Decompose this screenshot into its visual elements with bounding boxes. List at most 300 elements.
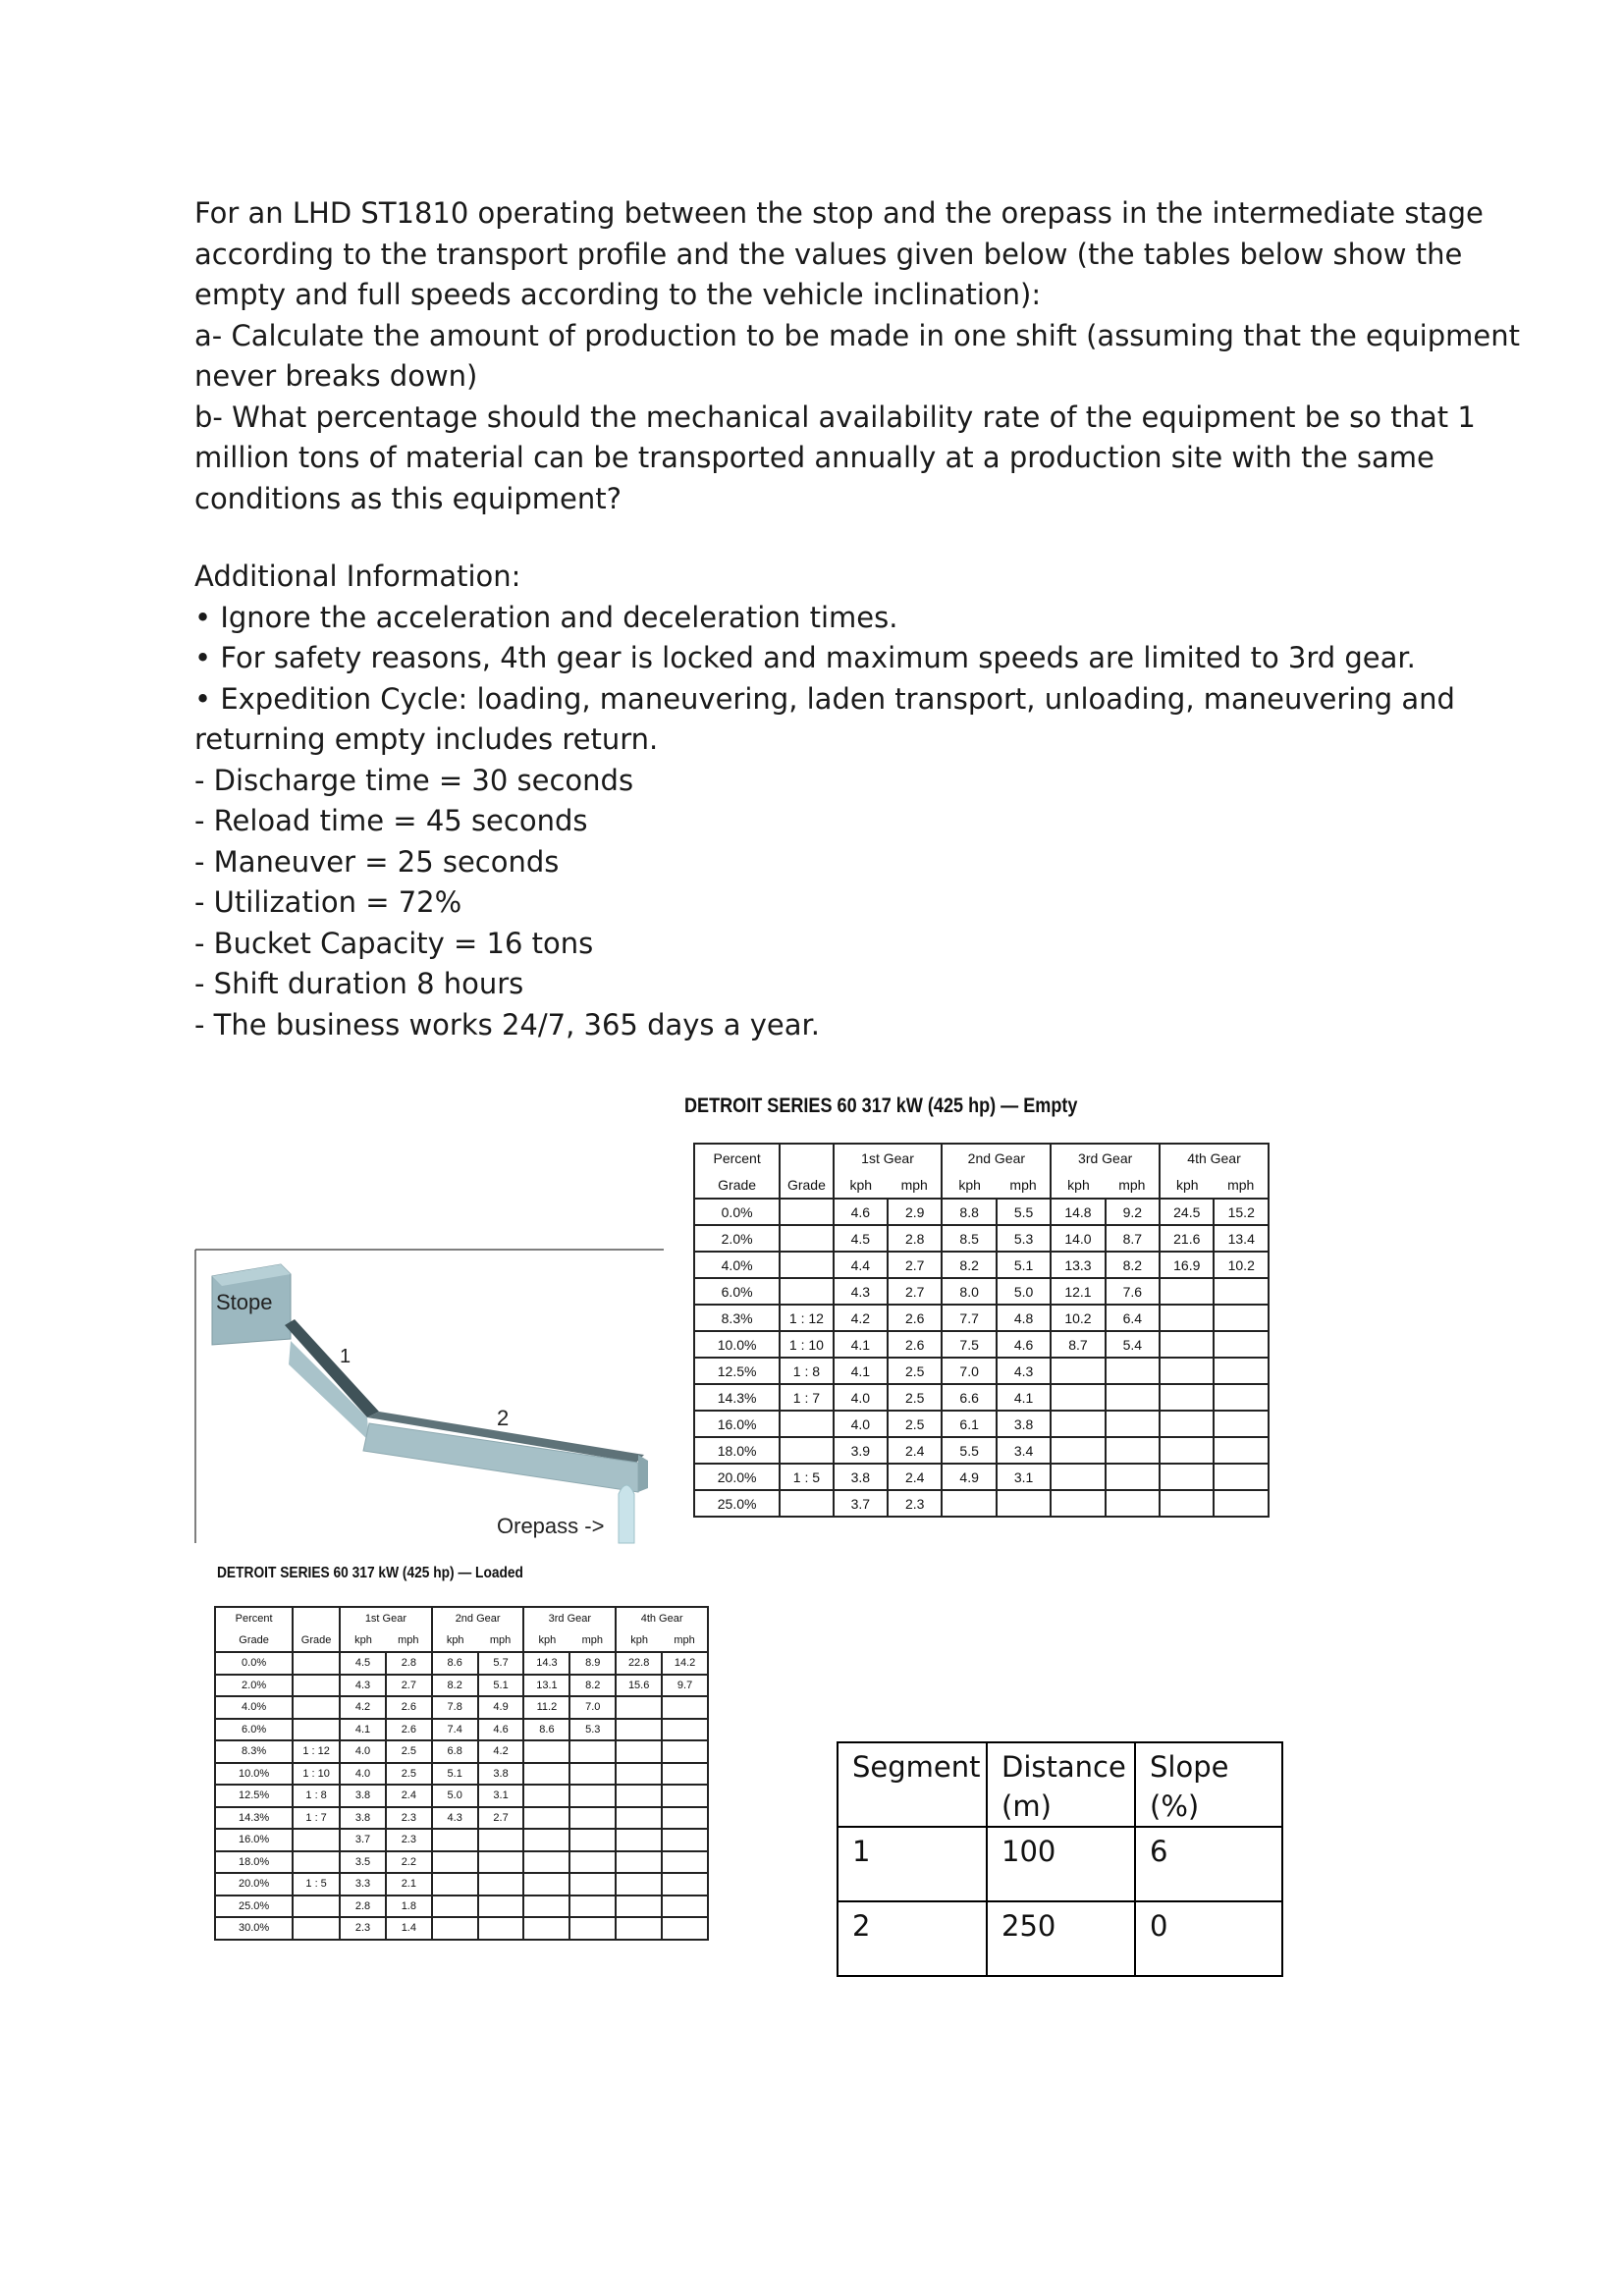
table-cell: 3.7 [340,1829,386,1851]
subheader-cell: kph [523,1629,569,1652]
table-cell: 5.1 [432,1763,478,1786]
table-cell [616,1696,662,1719]
table-header-row [215,1607,708,1629]
header-cell: 4th Gear [1160,1144,1269,1171]
table-cell: 8.2 [432,1675,478,1697]
table-cell: 12.5% [215,1785,293,1807]
info-line: returning empty includes return. [194,722,659,756]
table-cell: 12.5% [694,1358,780,1384]
table-cell [1160,1278,1214,1305]
table-cell: 2.5 [888,1358,942,1384]
table-cell: 5.3 [997,1225,1051,1252]
table-cell: 8.6 [432,1652,478,1675]
table-cell: 4.9 [478,1696,524,1719]
subheader-cell: mph [1106,1171,1160,1199]
table-cell: 7.8 [432,1696,478,1719]
table-cell: 4.6 [997,1331,1051,1358]
table-cell: 2.7 [888,1278,942,1305]
table-cell [293,1719,340,1741]
subheader-cell: kph [432,1629,478,1652]
table-cell [432,1896,478,1918]
table-cell: 8.2 [569,1675,616,1697]
table-cell [569,1829,616,1851]
intro-line: conditions as this equipment? [194,481,622,515]
subheader-cell: mph [569,1629,616,1652]
table-cell [662,1896,708,1918]
orepass-label: Orepass -> [497,1514,605,1538]
subheader-cell: mph [888,1171,942,1199]
table-cell: 18.0% [694,1437,780,1464]
table-cell: 2.4 [888,1437,942,1464]
table-cell: 5.5 [942,1437,996,1464]
table-cell [569,1785,616,1807]
subheader-cell: kph [616,1629,662,1652]
transport-profile-diagram [194,1249,666,1553]
table-cell [616,1917,662,1940]
table-cell: 1.4 [386,1917,432,1940]
table-cell: 16.9 [1160,1252,1214,1278]
table-cell [780,1199,833,1225]
table-row [694,1411,1269,1437]
table-cell [1214,1464,1269,1490]
table-cell [1106,1437,1160,1464]
subheader-cell: kph [942,1171,996,1199]
table-row [215,1696,708,1719]
table-cell [1106,1384,1160,1411]
table-cell: 4.0 [340,1740,386,1763]
header-cell: 2nd Gear [942,1144,1051,1171]
table-cell: 13.1 [523,1675,569,1697]
table-row [215,1807,708,1830]
table-cell [942,1490,996,1517]
table-row [215,1917,708,1940]
table-cell: 2.0% [694,1225,780,1252]
intro-line: For an LHD ST1810 operating between the stop and the orepass in the intermediate stage [194,196,1484,230]
table-cell: 5.1 [478,1675,524,1697]
table-cell: 5.4 [1106,1331,1160,1358]
table-cell: 2.3 [386,1829,432,1851]
table-cell: 3.9 [834,1437,888,1464]
table-cell: 6.1 [942,1411,996,1437]
table-row [694,1225,1269,1252]
table-cell: 13.3 [1051,1252,1105,1278]
table-cell: 3.7 [834,1490,888,1517]
table-cell [1051,1490,1105,1517]
info-line: • For safety reasons, 4th gear is locked and maximum speeds are limited to 3rd gear. [194,641,1416,674]
table-cell: 15.6 [616,1675,662,1697]
table-row [215,1873,708,1896]
table-cell: 22.8 [616,1652,662,1675]
table-cell: 7.0 [942,1358,996,1384]
table-cell: 8.7 [1051,1331,1105,1358]
table-cell [523,1785,569,1807]
info-line: - Discharge time = 30 seconds [194,763,634,797]
table-cell [662,1851,708,1874]
loaded-table-title: DETROIT SERIES 60 317 kW (425 hp) — Loaded [217,1565,523,1581]
table-cell: 16.0% [694,1411,780,1437]
table-cell [523,1896,569,1918]
header-cell: 1st Gear [340,1607,432,1629]
table-header-row [215,1629,708,1652]
table-cell: 4.0 [834,1411,888,1437]
table-cell: 4.1 [834,1331,888,1358]
table-cell: 1 : 12 [293,1740,340,1763]
table-cell [478,1851,524,1874]
segment-table [837,1741,1283,1977]
table-cell [780,1252,833,1278]
subheader-cell: kph [1051,1171,1105,1199]
table-cell: 16.0% [215,1829,293,1851]
table-cell: 2.6 [888,1331,942,1358]
segment-header [838,1742,987,1827]
table-cell [780,1437,833,1464]
table-cell [523,1740,569,1763]
header-cell [780,1144,833,1171]
table-cell [523,1807,569,1830]
table-cell: 6.6 [942,1384,996,1411]
table-row [215,1763,708,1786]
problem-statement [194,193,1520,519]
table-cell: 3.3 [340,1873,386,1896]
table-cell: 7.0 [569,1696,616,1719]
table-cell [616,1851,662,1874]
table-cell: 30.0% [215,1917,293,1940]
subheader-cell: Grade [215,1629,293,1652]
table-cell: 4.0% [694,1252,780,1278]
table-cell [293,1917,340,1940]
table-row [215,1851,708,1874]
table-cell [780,1278,833,1305]
table-cell: 4.2 [834,1305,888,1331]
subheader-cell: mph [386,1629,432,1652]
header-cell [293,1607,340,1629]
header-cell: 3rd Gear [1051,1144,1160,1171]
intro-line: never breaks down) [194,359,478,393]
header-cell: Percent [694,1144,780,1171]
table-cell [293,1829,340,1851]
distance-cell: 100 [987,1827,1135,1901]
segment-1-label: 1 [340,1346,352,1367]
table-cell: 15.2 [1214,1199,1269,1225]
table-cell: 0.0% [215,1652,293,1675]
table-cell: 1 : 12 [780,1305,833,1331]
table-cell [293,1696,340,1719]
table-cell: 4.0 [834,1384,888,1411]
table-cell: 7.6 [1106,1278,1160,1305]
table-cell [1160,1384,1214,1411]
table-cell: 2.6 [888,1305,942,1331]
table-cell: 9.2 [1106,1199,1160,1225]
table-cell: 18.0% [215,1851,293,1874]
table-cell [569,1873,616,1896]
empty-speed-table [693,1143,1270,1518]
table-cell: 10.2 [1051,1305,1105,1331]
distance-cell: 250 [987,1901,1135,1976]
table-row [694,1278,1269,1305]
segment-cell: 1 [838,1827,987,1901]
distance-unit: (m) [1001,1789,1052,1823]
info-line: - Bucket Capacity = 16 tons [194,926,594,960]
table-cell: 2.5 [888,1384,942,1411]
table-cell [523,1917,569,1940]
table-cell: 4.3 [834,1278,888,1305]
table-cell: 20.0% [694,1464,780,1490]
table-cell: 4.3 [340,1675,386,1697]
table-cell: 4.4 [834,1252,888,1278]
table-cell [1160,1305,1214,1331]
table-cell: 14.8 [1051,1199,1105,1225]
table-cell: 8.5 [942,1225,996,1252]
table-cell: 2.3 [888,1490,942,1517]
table-cell: 5.0 [432,1785,478,1807]
table-row [694,1358,1269,1384]
table-cell: 8.2 [942,1252,996,1278]
table-cell: 4.0 [340,1763,386,1786]
table-cell [1106,1490,1160,1517]
table-cell [662,1740,708,1763]
table-cell: 8.9 [569,1652,616,1675]
slope-cell: 0 [1135,1901,1282,1976]
table-cell: 4.9 [942,1464,996,1490]
table-header-row [694,1171,1269,1199]
table-cell [662,1785,708,1807]
table-cell: 3.8 [340,1785,386,1807]
table-cell [569,1763,616,1786]
table-cell [662,1719,708,1741]
table-cell: 2.7 [386,1675,432,1697]
loaded-speed-table [214,1606,709,1941]
table-cell: 4.8 [997,1305,1051,1331]
table-cell: 8.3% [694,1305,780,1331]
table-cell: 20.0% [215,1873,293,1896]
table-row [694,1305,1269,1331]
table-row [215,1896,708,1918]
additional-information [194,557,1471,1045]
table-cell [662,1873,708,1896]
table-cell: 2.8 [340,1896,386,1918]
subheader-cell: Grade [780,1171,833,1199]
table-cell: 2.3 [386,1807,432,1830]
intro-line: a- Calculate the amount of production to be made in one shift (assuming that the equipment [194,318,1520,352]
table-cell [293,1896,340,1918]
table-cell: 2.7 [888,1252,942,1278]
table-cell: 10.2 [1214,1252,1269,1278]
table-row [694,1384,1269,1411]
header-cell: 3rd Gear [523,1607,616,1629]
table-cell [478,1829,524,1851]
header-cell: 4th Gear [616,1607,708,1629]
table-cell [569,1740,616,1763]
table-cell [1051,1411,1105,1437]
table-cell: 7.4 [432,1719,478,1741]
table-cell: 2.5 [386,1740,432,1763]
table-cell: 9.7 [662,1675,708,1697]
table-cell: 2.0% [215,1675,293,1697]
table-cell: 4.3 [997,1358,1051,1384]
table-cell [1214,1437,1269,1464]
table-cell [523,1873,569,1896]
table-cell: 3.1 [997,1464,1051,1490]
intro-line: b- What percentage should the mechanical availability rate of the equipment be so that 1 [194,400,1476,434]
subheader-cell: kph [834,1171,888,1199]
table-cell: 1.8 [386,1896,432,1918]
table-cell [569,1896,616,1918]
table-cell: 7.5 [942,1331,996,1358]
table-cell: 8.2 [1106,1252,1160,1278]
table-row [694,1331,1269,1358]
table-cell: 6.4 [1106,1305,1160,1331]
table-cell: 2.3 [340,1917,386,1940]
table-cell: 1 : 5 [780,1464,833,1490]
table-cell [478,1896,524,1918]
table-cell: 1 : 8 [293,1785,340,1807]
table-row [215,1719,708,1741]
table-cell: 4.0% [215,1696,293,1719]
table-cell: 14.3% [694,1384,780,1411]
info-line: - Maneuver = 25 seconds [194,844,560,879]
table-cell: 11.2 [523,1696,569,1719]
table-row [694,1252,1269,1278]
table-cell [1214,1305,1269,1331]
table-cell [1214,1358,1269,1384]
table-cell [1214,1490,1269,1517]
distance-header [987,1742,1135,1827]
table-cell: 2.6 [386,1696,432,1719]
table-row [215,1652,708,1675]
table-cell [616,1873,662,1896]
table-cell [1160,1464,1214,1490]
table-cell [569,1851,616,1874]
table-cell [432,1829,478,1851]
table-cell [569,1807,616,1830]
table-cell: 3.8 [340,1807,386,1830]
table-cell [293,1675,340,1697]
table-cell: 3.4 [997,1437,1051,1464]
table-cell: 12.1 [1051,1278,1105,1305]
table-cell: 21.6 [1160,1225,1214,1252]
table-cell: 5.3 [569,1719,616,1741]
table-cell [1214,1278,1269,1305]
table-cell [1160,1411,1214,1437]
segment-header-text: Segment [852,1750,981,1784]
table-cell: 1 : 8 [780,1358,833,1384]
table-cell [1051,1358,1105,1384]
table-cell [1160,1437,1214,1464]
segment-cell: 2 [838,1901,987,1976]
table-cell [478,1873,524,1896]
table-cell [1051,1464,1105,1490]
table-cell [616,1740,662,1763]
segment-2-label: 2 [497,1406,510,1430]
table-row [694,1199,1269,1225]
table-cell: 2.5 [386,1763,432,1786]
table-cell: 5.5 [997,1199,1051,1225]
table-cell [293,1652,340,1675]
table-row [838,1901,1282,1976]
table-cell: 8.0 [942,1278,996,1305]
table-cell [616,1896,662,1918]
table-cell: 1 : 5 [293,1873,340,1896]
table-header-row [694,1144,1269,1171]
slope-header-text: Slope [1150,1750,1229,1784]
table-row [694,1437,1269,1464]
table-cell: 2.5 [888,1411,942,1437]
info-line: - Reload time = 45 seconds [194,804,588,837]
table-cell: 6.8 [432,1740,478,1763]
table-cell: 13.4 [1214,1225,1269,1252]
intro-line: million tons of material can be transported annually at a production site with the same [194,441,1434,474]
table-cell: 2.4 [386,1785,432,1807]
table-cell: 5.7 [478,1652,524,1675]
table-cell [1106,1411,1160,1437]
table-cell: 8.3% [215,1740,293,1763]
header-cell: 2nd Gear [432,1607,524,1629]
table-cell [569,1917,616,1940]
table-cell: 8.8 [942,1199,996,1225]
table-cell [1106,1358,1160,1384]
table-cell [662,1917,708,1940]
info-line: • Ignore the acceleration and deceleration times. [194,600,898,634]
info-line: • Expedition Cycle: loading, maneuvering, laden transport, unloading, maneuvering and [194,681,1455,716]
table-cell: 25.0% [694,1490,780,1517]
table-row [694,1464,1269,1490]
subheader-cell: Grade [694,1171,780,1199]
table-cell [432,1873,478,1896]
table-cell [1051,1437,1105,1464]
slope-header [1135,1742,1282,1827]
table-cell: 14.2 [662,1652,708,1675]
table-cell [1106,1464,1160,1490]
table-cell: 4.6 [834,1199,888,1225]
table-cell [523,1763,569,1786]
table-cell: 2.2 [386,1851,432,1874]
intro-line: according to the transport profile and the values given below (the tables below show the [194,237,1463,271]
table-cell [293,1851,340,1874]
table-row [215,1740,708,1763]
table-cell: 2.8 [888,1225,942,1252]
segment-table-header [838,1742,1282,1827]
table-cell [1160,1490,1214,1517]
distance-header-text: Distance [1001,1750,1126,1784]
subheader-cell: Grade [293,1629,340,1652]
table-cell: 10.0% [215,1763,293,1786]
info-line: - The business works 24/7, 365 days a year. [194,1007,820,1041]
table-cell [662,1696,708,1719]
table-row [215,1675,708,1697]
table-cell [1214,1411,1269,1437]
table-cell [1160,1358,1214,1384]
table-cell: 3.8 [997,1411,1051,1437]
table-row [838,1827,1282,1901]
table-cell: 0.0% [694,1199,780,1225]
table-cell: 14.3% [215,1807,293,1830]
subheader-cell: kph [1160,1171,1214,1199]
subheader-cell: kph [340,1629,386,1652]
table-cell: 8.7 [1106,1225,1160,1252]
header-cell: Percent [215,1607,293,1629]
table-row [694,1490,1269,1517]
table-cell: 25.0% [215,1896,293,1918]
subheader-cell: mph [662,1629,708,1652]
table-cell: 6.0% [215,1719,293,1741]
table-cell [1160,1331,1214,1358]
table-cell: 7.7 [942,1305,996,1331]
table-cell: 3.8 [834,1464,888,1490]
table-cell [616,1807,662,1830]
table-cell: 1 : 7 [780,1384,833,1411]
table-cell [432,1917,478,1940]
table-cell [1214,1384,1269,1411]
